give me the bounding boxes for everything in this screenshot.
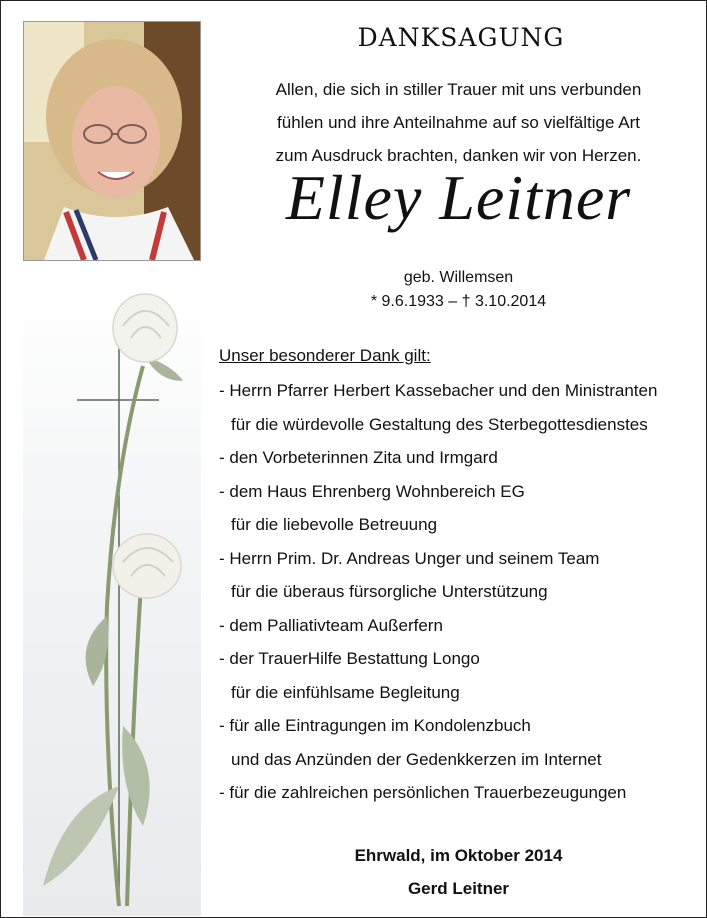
list-item: - für alle Eintragungen im Kondolenzbuch: [219, 716, 531, 735]
list-item: - dem Haus Ehrenberg Wohnbereich EG: [219, 481, 525, 501]
life-dates: * 9.6.1933 – † 3.10.2014: [370, 293, 547, 310]
thanks-line: Allen, die sich in stiller Trauer mit uns verbunden: [275, 80, 642, 99]
birth-name: geb. Willemsen: [403, 269, 514, 286]
list-item: für die würdevolle Gestaltung des Sterbegottesdienstes: [231, 414, 648, 434]
heading: DANKSAGUNG: [357, 23, 565, 52]
portrait-photo: [23, 21, 201, 261]
list-item: für die einfühlsame Begleitung: [231, 682, 460, 702]
signer-name: Gerd Leitner: [407, 879, 510, 898]
list-item: - der TrauerHilfe Bestattung Longo: [219, 649, 480, 668]
list-item: - für die zahlreichen persönlichen Trauerbezeugungen: [219, 783, 627, 802]
list-item: - dem Palliativteam Außerfern: [219, 615, 443, 635]
gratitude-heading: Unser besonderer Dank gilt:: [219, 346, 431, 365]
list-item: für die liebevolle Betreuung: [231, 515, 438, 534]
list-item: - Herrn Pfarrer Herbert Kassebacher und den Ministranten: [219, 381, 658, 400]
list-item: und das Anzünden der Gedenkkerzen im Internet: [231, 749, 602, 769]
place-date: Ehrwald, im Oktober 2014: [354, 846, 563, 865]
rose-cross-illustration: [23, 286, 201, 916]
rose-decoration: [23, 286, 201, 916]
thanks-text: [206, 73, 707, 172]
deceased-name: Elley Leitner: [285, 162, 632, 233]
thanks-line: zum Ausdruck brachten, danken wir von Herzen.: [275, 146, 642, 165]
gratitude-list: [219, 374, 657, 810]
list-item: - den Vorbeterinnen Zita und Irmgard: [219, 448, 498, 467]
thanks-line: fühlen und ihre Anteilnahme auf so vielfältige Art: [277, 113, 640, 132]
list-item: - Herrn Prim. Dr. Andreas Unger und seinem Team: [219, 548, 600, 568]
list-item: für die überaus fürsorgliche Unterstützung: [231, 582, 548, 601]
portrait-illustration: [24, 22, 200, 260]
